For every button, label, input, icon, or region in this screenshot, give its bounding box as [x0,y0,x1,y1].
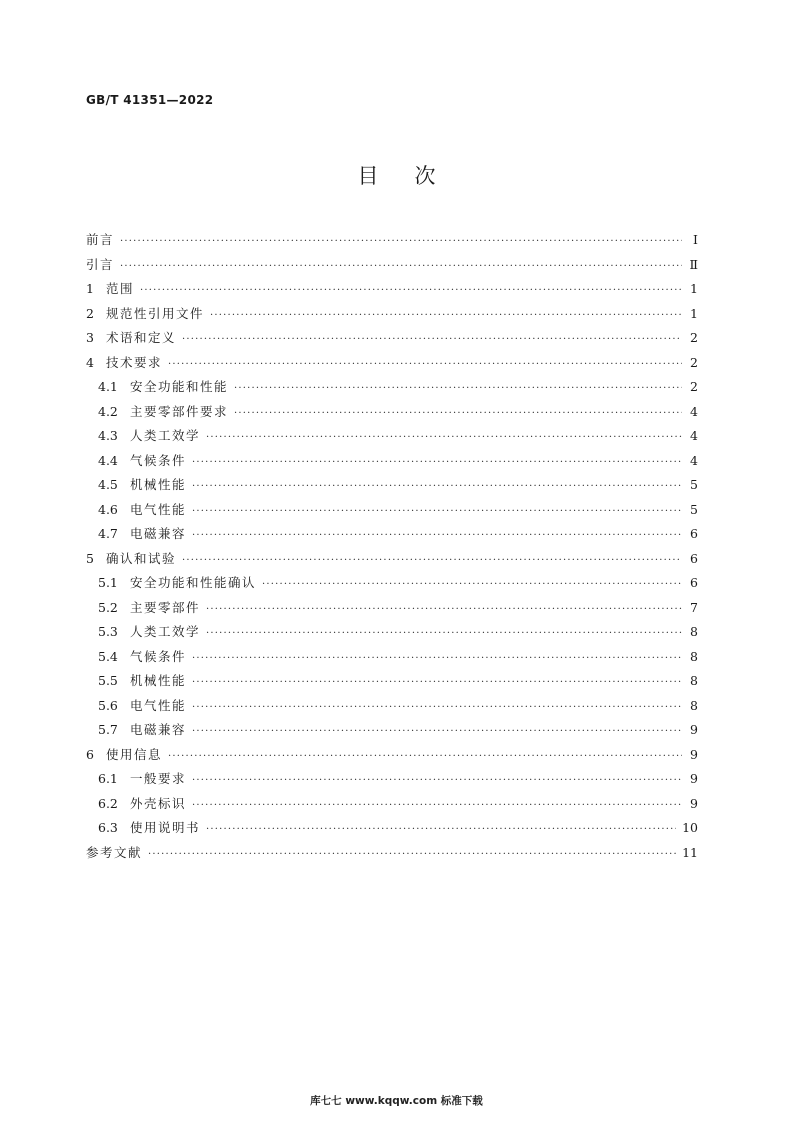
toc-entry[interactable] [86,449,698,474]
toc-entry-number: 5.1 [98,575,118,590]
toc-entry-number: 3 [86,330,94,345]
toc-dot-leader [210,304,682,329]
toc-dot-leader [192,451,682,476]
toc-entry[interactable] [86,400,698,425]
toc-dot-leader [192,696,682,721]
toc-entry-page-number: 11 [682,844,698,860]
toc-dot-leader [192,671,682,696]
toc-entry-page-number: 2 [690,330,698,345]
toc-dot-leader [120,255,682,280]
toc-dot-leader [192,524,682,549]
toc-entry[interactable] [86,375,698,400]
toc-entry[interactable] [86,498,698,523]
toc-entry-page-number: 6 [690,550,698,566]
toc-entry-label: 范围 [106,281,135,296]
toc-dot-leader [168,745,682,770]
toc-entry[interactable] [86,669,698,694]
toc-entry[interactable] [86,522,698,547]
page-title [0,160,793,190]
toc-entry-page-number: 5 [690,477,698,492]
toc-entry-page-number: Ⅰ [693,232,698,247]
toc-entry-label: 电磁兼容 [130,722,187,737]
toc-entry-page-number: 1 [690,281,698,296]
toc-entry-page-number: 6 [690,575,698,590]
toc-entry-page-number: 6 [690,526,698,541]
toc-entry-page-number: 5 [690,501,698,517]
toc-entry[interactable] [86,645,698,670]
toc-entry-page-number: 9 [690,722,698,737]
toc-entry-number: 5.2 [98,599,118,615]
toc-dot-leader [206,818,676,843]
toc-entry-number: 1 [86,281,94,296]
table-of-contents [86,228,698,865]
toc-entry-label: 人类工效学 [130,624,201,639]
toc-entry-number: 4.7 [98,526,118,541]
page-title-part2: 次 [414,164,436,188]
toc-entry-page-number: 2 [690,354,698,370]
toc-entry[interactable] [86,228,698,253]
toc-entry-label: 使用说明书 [130,820,201,835]
toc-dot-leader [206,426,682,451]
toc-entry-number: 4.6 [98,501,118,517]
toc-entry-page-number: 10 [682,820,698,835]
toc-entry-number: 6.3 [98,820,118,835]
toc-entry-page-number: 8 [690,648,698,664]
toc-dot-leader [120,230,682,255]
toc-dot-leader [182,549,682,574]
toc-entry[interactable] [86,841,698,866]
toc-entry-number: 5.6 [98,697,118,713]
toc-entry-label: 机械性能 [130,477,187,492]
toc-entry-number: 6 [86,746,94,762]
toc-entry[interactable] [86,792,698,817]
toc-entry-label: 使用信息 [106,746,163,762]
toc-dot-leader [182,328,682,353]
toc-dot-leader [140,279,682,304]
toc-entry-number: 4 [86,354,94,370]
toc-entry-label: 一般要求 [130,771,187,786]
toc-entry-page-number: 8 [690,673,698,688]
toc-entry-label: 术语和定义 [106,330,177,345]
toc-entry-page-number: 1 [690,305,698,321]
toc-dot-leader [148,843,676,868]
toc-dot-leader [206,622,682,647]
toc-entry-page-number: 9 [690,771,698,786]
toc-dot-leader [192,475,682,500]
toc-entry-number: 5.3 [98,624,118,639]
toc-entry[interactable] [86,694,698,719]
toc-entry[interactable] [86,302,698,327]
toc-dot-leader [192,500,682,525]
toc-dot-leader [192,647,682,672]
toc-entry-number: 5.7 [98,722,118,737]
toc-entry[interactable] [86,718,698,743]
toc-entry-label: 主要零部件要求 [130,403,229,419]
toc-entry[interactable] [86,277,698,302]
toc-entry-page-number: 9 [690,795,698,811]
standard-code: GB/T 41351—2022 [86,93,214,107]
toc-entry-label: 确认和试验 [106,550,177,566]
toc-entry-page-number: 7 [690,599,698,615]
toc-entry[interactable] [86,253,698,278]
toc-dot-leader [192,794,682,819]
toc-dot-leader [206,598,682,623]
toc-dot-leader [262,573,682,598]
toc-entry-label: 电气性能 [130,697,187,713]
toc-entry-label: 规范性引用文件 [106,305,205,321]
toc-entry[interactable] [86,326,698,351]
toc-entry-number: 5.4 [98,648,118,664]
toc-entry-label: 主要零部件 [130,599,201,615]
footer-watermark: 库七七 www.kqqw.com 标准下载 [310,1095,483,1107]
toc-entry-number: 4.1 [98,379,118,394]
toc-dot-leader [234,377,682,402]
toc-entry-number: 5.5 [98,673,118,688]
toc-entry-label: 外壳标识 [130,795,187,811]
toc-entry-number: 6.1 [98,771,118,786]
toc-entry-page-number: 8 [690,624,698,639]
toc-entry-label: 安全功能和性能 [130,379,229,394]
toc-entry-label: 电磁兼容 [130,526,187,541]
toc-entry[interactable] [86,620,698,645]
toc-entry-label: 人类工效学 [130,428,201,443]
toc-entry-number: 6.2 [98,795,118,811]
toc-entry[interactable] [86,816,698,841]
toc-dot-leader [192,769,682,794]
toc-entry-page-number: 2 [690,379,698,394]
toc-entry-page-number: 4 [690,428,698,443]
toc-entry-number: 4.5 [98,477,118,492]
toc-entry-label: 机械性能 [130,673,187,688]
toc-dot-leader [168,353,682,378]
toc-entry-label: 技术要求 [106,354,163,370]
toc-entry-number: 4.4 [98,452,118,468]
toc-entry[interactable] [86,473,698,498]
toc-entry[interactable] [86,571,698,596]
toc-entry-page-number: Ⅱ [689,256,698,272]
toc-entry-page-number: 8 [690,697,698,713]
toc-dot-leader [234,402,682,427]
toc-entry-label: 引言 [86,256,115,272]
toc-entry-label: 安全功能和性能确认 [130,575,257,590]
toc-entry-label: 前言 [86,232,115,247]
toc-entry-number: 4.2 [98,403,118,419]
toc-entry-page-number: 4 [690,452,698,468]
toc-entry[interactable] [86,596,698,621]
toc-entry[interactable] [86,351,698,376]
toc-entry[interactable] [86,767,698,792]
toc-entry-page-number: 9 [690,746,698,762]
toc-entry-number: 2 [86,305,94,321]
toc-entry-label: 电气性能 [130,501,187,517]
toc-entry[interactable] [86,743,698,768]
toc-entry-number: 5 [86,550,94,566]
toc-entry[interactable] [86,547,698,572]
toc-entry[interactable] [86,424,698,449]
toc-entry-number: 4.3 [98,428,118,443]
toc-entry-label: 气候条件 [130,648,187,664]
toc-dot-leader [192,720,682,745]
toc-entry-page-number: 4 [690,403,698,419]
toc-entry-label: 气候条件 [130,452,187,468]
page-title-part1: 目 [357,164,379,188]
toc-entry-label: 参考文献 [86,844,143,860]
